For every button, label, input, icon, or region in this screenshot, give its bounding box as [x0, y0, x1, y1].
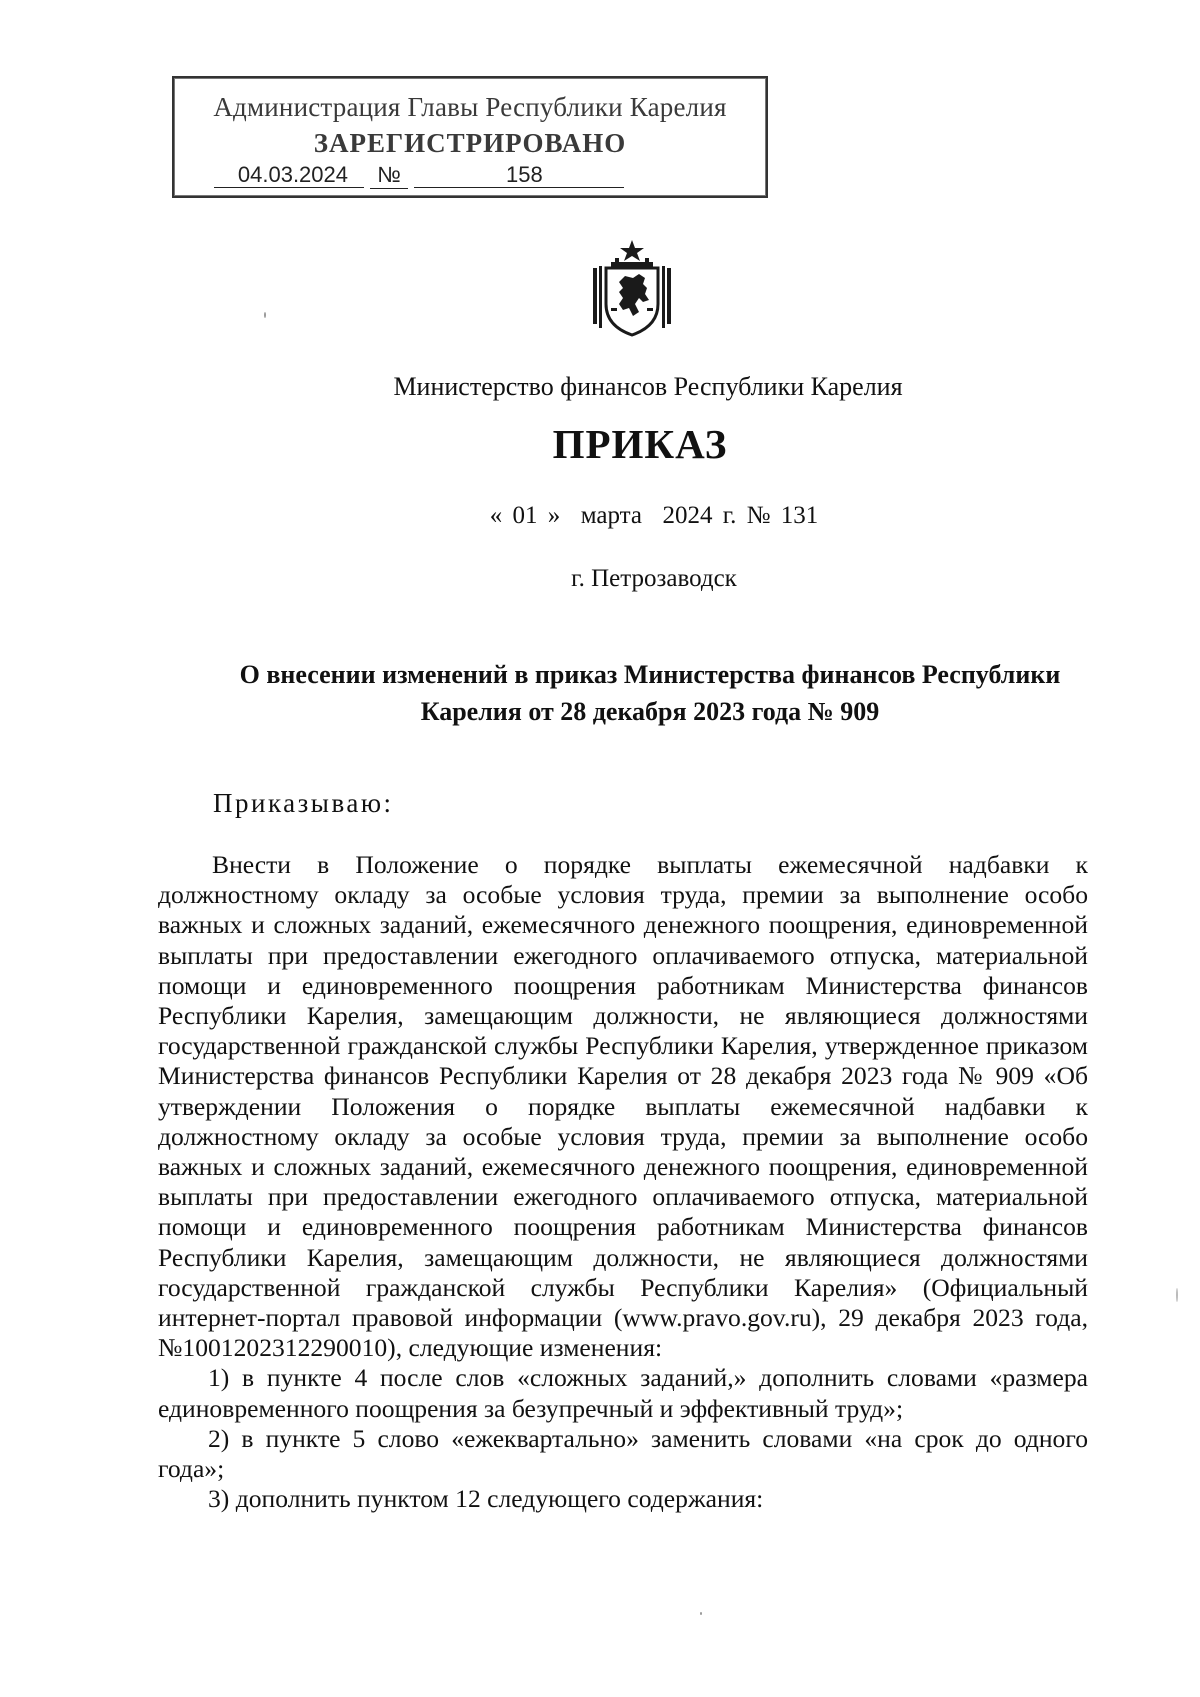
- coat-of-arms-icon: [589, 238, 675, 338]
- stamp-number-label: №: [370, 162, 408, 189]
- document-type: ПРИКАЗ: [552, 421, 728, 467]
- document-subject: О внесении изменений в приказ Министерства финансов Республики Карелия от 28 декабря 2023 года № 909: [239, 660, 1061, 726]
- amendment-item-2: 2) в пункте 5 слово «ежеквартально» заменить словами «на срок до одного года»;: [158, 1423, 1088, 1484]
- stamp-date: 04.03.2024: [214, 162, 364, 188]
- document-city: г. Петрозаводск: [571, 565, 737, 592]
- body-paragraph: Внести в Положение о порядке выплаты ежемесячной надбавки к должностному окладу за особые условия труда, премии за выполнение особо важных и сложных заданий, ежемесячного денежного поощрения, единовременной выплаты при предоставлении ежегодного оплачиваемого отпуска, материальной помощи и единовременного поощрения работникам Министерства финансов Республики Карелия, замещающим должности, не являющиеся должностями государственной гражданской службы Республики Карелия, утвержденное приказом Министерства финансов Республики Карелия от 28 декабря 2023 года № 909 «Об утверждении Положения о порядке выплаты ежемесячной надбавки к должностному окладу за особые условия труда, премии за выполнение особо важных и сложных заданий, ежемесячного денежного поощрения, единовременной выплаты при предоставлении ежегодного оплачиваемого отпуска, материальной помощи и единовременного поощрения работникам Министерства финансов Республики Карелия, замещающим должности, не являющиеся должностями государственной гражданской службы Республики Карелия» (Официальный интернет-портал правовой информации (www.pravo.gov.ru), 29 декабря 2023 года, №1001202312290010), следующие изменения:: [158, 850, 1088, 1363]
- scan-artifact: [1176, 1288, 1178, 1302]
- scan-artifact: [264, 312, 266, 318]
- amendment-item-3: 3) дополнить пунктом 12 следующего содержания:: [208, 1484, 764, 1514]
- amendment-item-1: 1) в пункте 4 после слов «сложных заданий,» дополнить словами «размера единовременного поощрения за безупречный и эффективный труд»;: [158, 1363, 1088, 1423]
- registration-stamp: [172, 76, 768, 198]
- order-word: Приказываю:: [213, 788, 394, 818]
- ministry-name: Министерство финансов Республики Карелия: [393, 372, 903, 401]
- stamp-organization: Администрация Главы Республики Карелия: [213, 92, 727, 122]
- scan-artifact: [700, 1612, 702, 1615]
- stamp-registration-line: [214, 162, 774, 190]
- stamp-number: 158: [414, 162, 624, 188]
- document-body: [158, 850, 1088, 1514]
- stamp-status: ЗАРЕГИСТРИРОВАНО: [313, 128, 627, 158]
- document-date-number: « 01 » марта 2024 г. № 131: [489, 502, 819, 529]
